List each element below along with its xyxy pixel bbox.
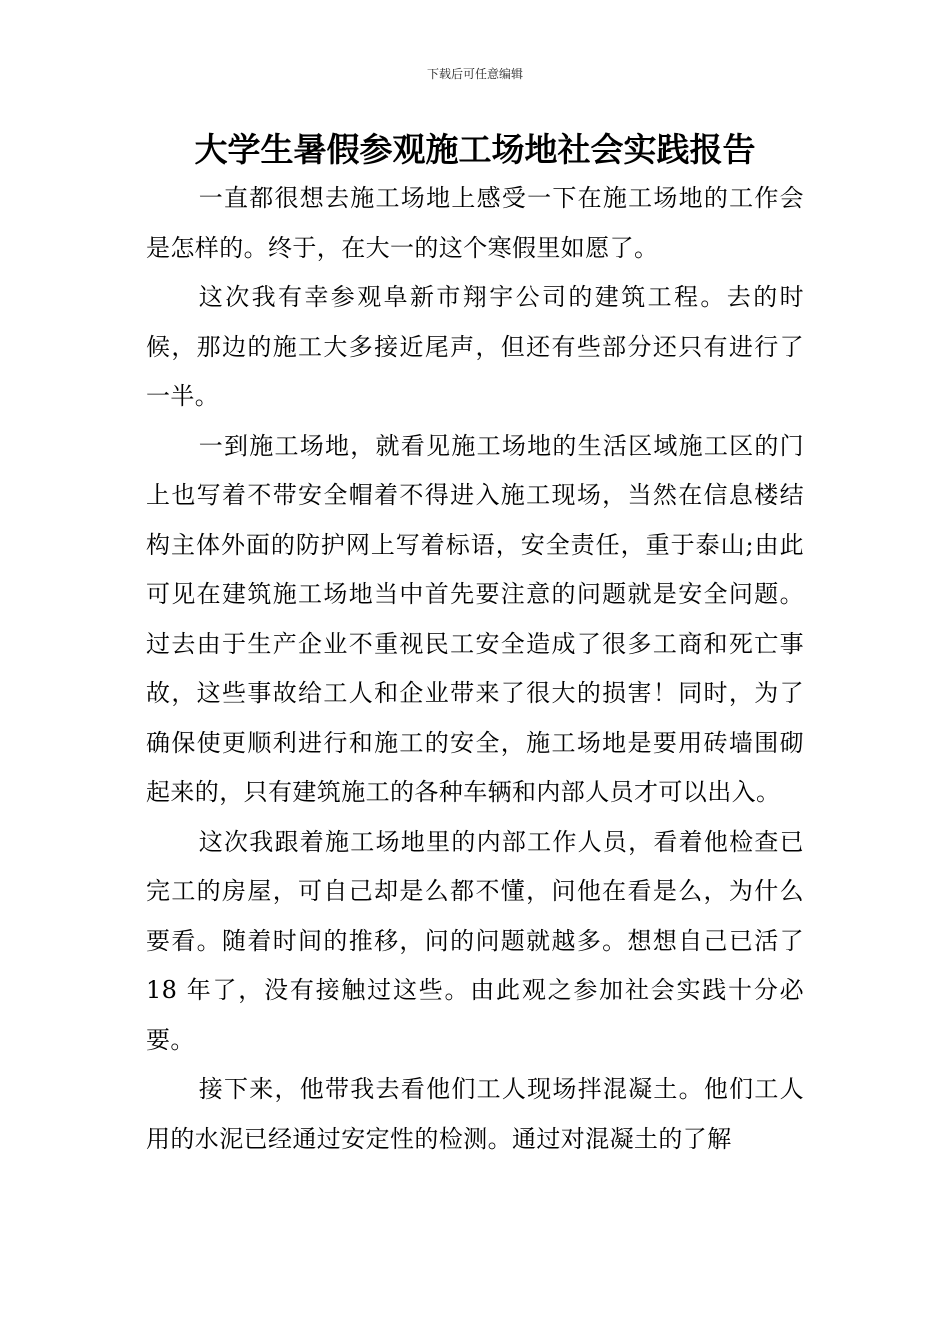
paragraph-concrete: 接下来，他带我去看他们工人现场拌混凝土。他们工人用的水泥已经通过安定性的检测。通过对混凝土的了解 [146, 1075, 804, 1153]
page-header-note: 下载后可任意编辑 [426, 67, 523, 81]
paragraph-visit: 这次我有幸参观阜新市翔宇公司的建筑工程。去的时候，那边的施工大多接近尾声，但还有些部分还只有进行了一半。 [146, 283, 804, 410]
paragraph-safety: 一到施工场地，就看见施工场地的生活区域施工区的门上也写着不带安全帽着不得进入施工现场，当然在信息楼结构主体外面的防护网上写着标语，安全责任，重于泰山;由此可见在建筑施工场地当中首先要注意的问题就是安全问题。过去由于生产企业不重视民工安全造成了很多工商和死亡事故，这些事故给工人和企业带来了很大的损害！同时，为了确保使更顺利进行和施工的安全，施工场地是要用砖墙围砌起来的，只有建筑施工的各种车辆和内部人员才可以出入。 [146, 431, 804, 806]
document-body [146, 174, 804, 1164]
document-title: 大学生暑假参观施工场地社会实践报告 [194, 130, 756, 169]
paragraph-intro: 一直都很想去施工场地上感受一下在施工场地的工作会是怎样的。终于，在大一的这个寒假里如愿了。 [146, 184, 804, 262]
paragraph-inspection: 这次我跟着施工场地里的内部工作人员，看着他检查已完工的房屋，可自己却是么都不懂，问他在看是么，为什么要看。随着时间的推移，问的问题就越多。想想自己已活了 18 年了，没有接触过这些。由此观之参加社会实践十分必要。 [146, 827, 804, 1054]
